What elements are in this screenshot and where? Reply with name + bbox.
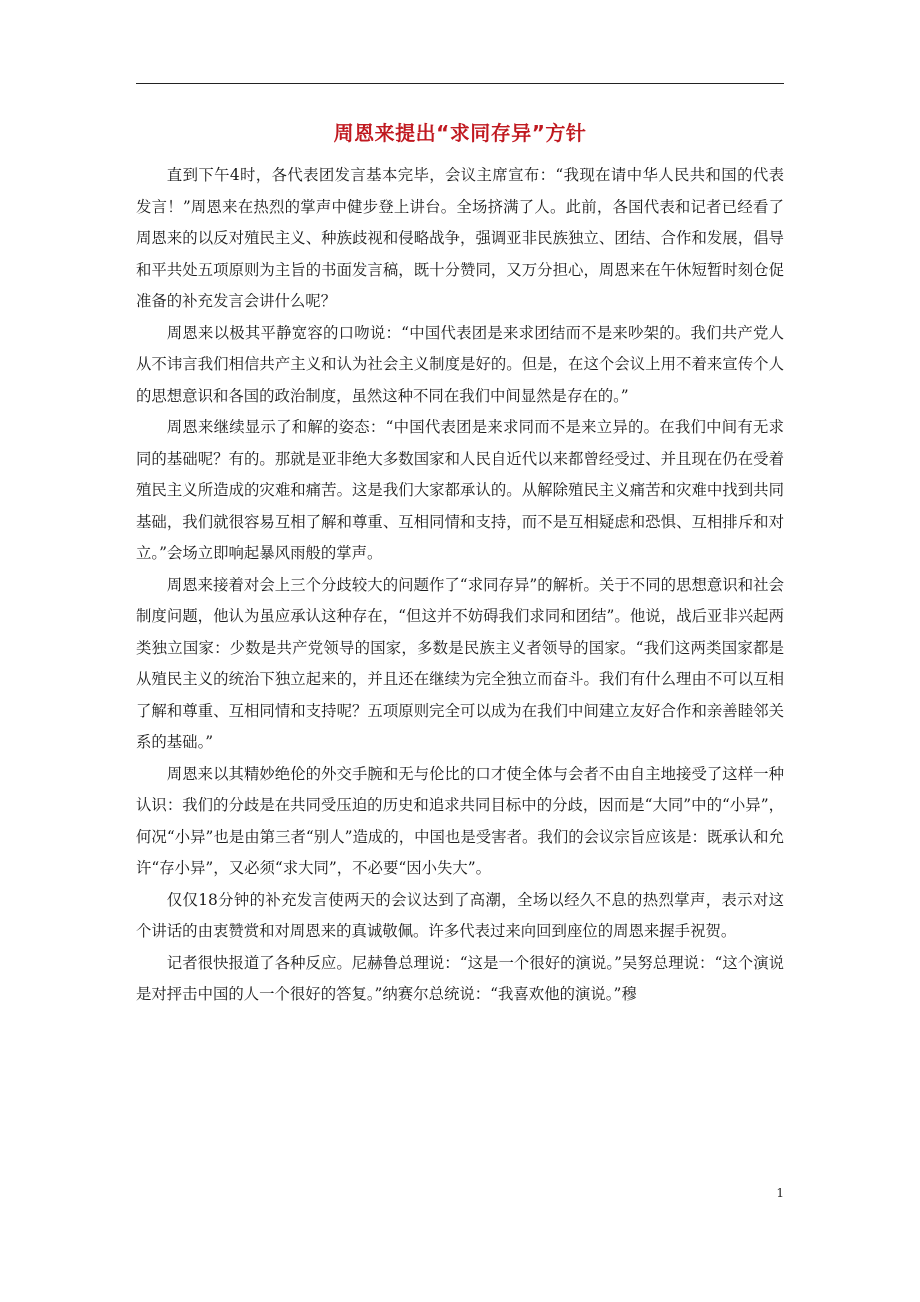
paragraph: 周恩来以其精妙绝伦的外交手腕和无与伦比的口才使全体与会者不由自主地接受了这样一种认识：我们的分歧是在共同受压迫的历史和追求共同目标中的分歧，因而是“大同”中的“小异”，何况“小异”也是由第三者“别人”造成的，中国也是受害者。我们的会议宗旨应该是：既承认和允许“存小异”，又必须“求大同”，不必要“因小失大”。 <box>136 764 784 877</box>
header-rule <box>136 83 784 84</box>
paragraph: 周恩来继续显示了和解的姿态：“中国代表团是来求同而不是来立异的。在我们中间有无求同的基础呢？有的。那就是亚非绝大多数国家和人民自近代以来都曾经受过、并且现在仍在受着殖民主义所造成的灾难和痛苦。这是我们大家都承认的。从解除殖民主义痛苦和灾难中找到共同基础，我们就很容易互相了解和尊重、互相同情和支持，而不是互相疑虑和恐惧、互相排斥和对立。”会场立即响起暴风雨般的掌声。 <box>136 418 784 562</box>
paragraph: 周恩来以极其平静宽容的口吻说：“中国代表团是来求团结而不是来吵架的。我们共产党人从不讳言我们相信共产主义和认为社会主义制度是好的。但是，在这个会议上用不着来宣传个人的思想意识和各国的政治制度，虽然这种不同在我们中间显然是存在的。” <box>136 323 784 405</box>
paragraph: 记者很快报道了各种反应。尼赫鲁总理说：“这是一个很好的演说。”吴努总理说：“这个演说是对抨击中国的人一个很好的答复。”纳赛尔总统说：“我喜欢他的演说。”穆 <box>136 953 784 1003</box>
paragraph: 周恩来接着对会上三个分歧较大的问题作了“求同存异”的解析。关于不同的思想意识和社会制度问题，他认为虽应承认这种存在，“但这并不妨碍我们求同和团结”。他说，战后亚非兴起两类独立国家：少数是共产党领导的国家，多数是民族主义者领导的国家。“我们这两类国家都是从殖民主义的统治下独立起来的，并且还在继续为完全独立而奋斗。我们有什么理由不可以互相了解和尊重、互相同情和支持呢？五项原则完全可以成为在我们中间建立友好合作和亲善睦邻关系的基础。” <box>136 575 784 751</box>
page-number: 1 <box>776 1186 784 1200</box>
paragraph: 仅仅18分钟的补充发言使两天的会议达到了高潮，全场以经久不息的热烈掌声，表示对这个讲话的由衷赞赏和对周恩来的真诚敬佩。许多代表过来向回到座位的周恩来握手祝贺。 <box>136 890 784 940</box>
document-title: 周恩来提出“求同存异”方针 <box>333 121 587 145</box>
document-body <box>136 160 784 1011</box>
paragraph: 直到下午4时，各代表团发言基本完毕，会议主席宣布：“我现在请中华人民共和国的代表发言！”周恩来在热烈的掌声中健步登上讲台。全场挤满了人。此前，各国代表和记者已经看了周恩来的以反对殖民主义、种族歧视和侵略战争，强调亚非民族独立、团结、合作和发展，倡导和平共处五项原则为主旨的书面发言稿，既十分赞同，又万分担心，周恩来在午休短暂时刻仓促准备的补充发言会讲什么呢？ <box>136 166 784 310</box>
